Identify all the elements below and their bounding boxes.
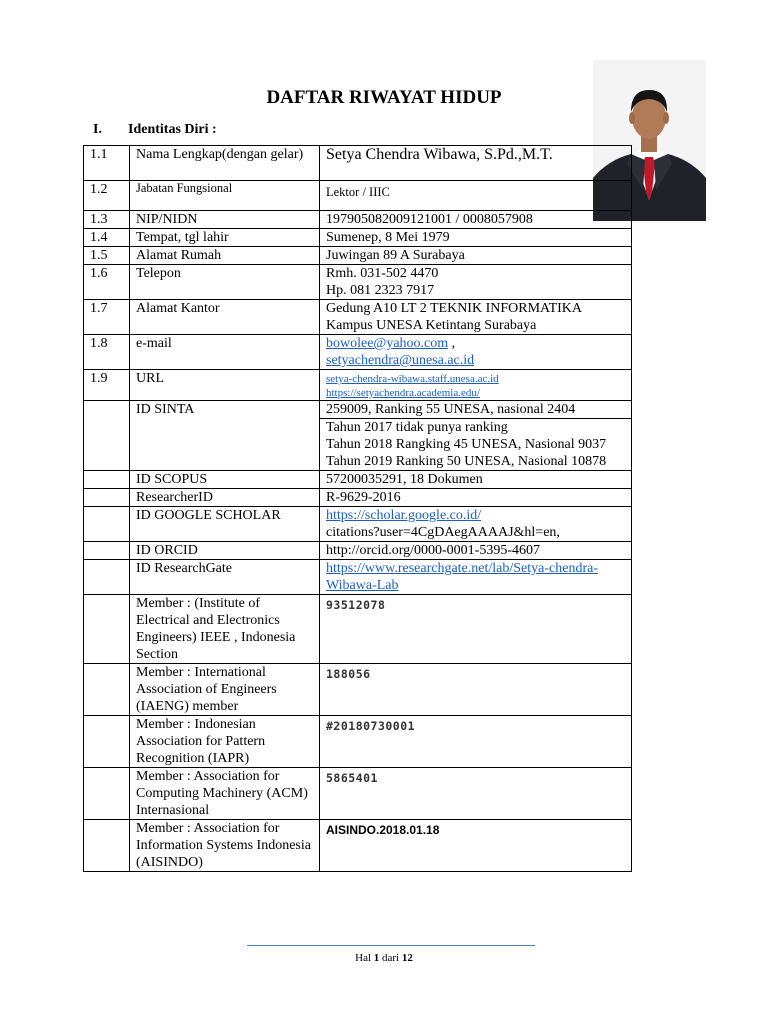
section-title: Identitas Diri : [128, 122, 217, 137]
table-row [84, 181, 632, 211]
row-number [84, 489, 130, 507]
row-number: 1.1 [84, 146, 130, 181]
row-label: ID GOOGLE SCHOLAR [130, 507, 320, 542]
office-line-1: Gedung A10 LT 2 TEKNIK INFORMATIKA [326, 301, 583, 316]
row-label: e-mail [130, 335, 320, 370]
office-line-2: Kampus UNESA Ketintang Surabaya [326, 318, 537, 333]
table-row [84, 489, 632, 507]
row-value: R-9629-2016 [320, 489, 632, 507]
row-label: Member : International Association of Engineers (IAENG) member [130, 664, 320, 716]
table-row [84, 265, 632, 300]
url-link-academia[interactable]: https://setyachendra.academia.edu/ [326, 387, 480, 399]
phone-mobile: Hp. 081 2323 7917 [326, 283, 435, 298]
row-label: Member : Association for Computing Machinery (ACM) Internasional [130, 768, 320, 820]
row-value [320, 300, 632, 335]
email-separator: , [448, 336, 456, 351]
row-label: Tempat, tgl lahir [130, 229, 320, 247]
row-number [84, 560, 130, 595]
sinta-history-2018: Tahun 2018 Rangking 45 UNESA, Nasional 9037 [326, 437, 607, 452]
table-row [84, 716, 632, 768]
row-number [84, 664, 130, 716]
table-row [84, 664, 632, 716]
current-page: 1 [373, 952, 380, 964]
scholar-link[interactable]: https://scholar.google.co.id/ [326, 508, 482, 523]
row-label: NIP/NIDN [130, 211, 320, 229]
full-name-value: Setya Chendra Wibawa, S.Pd.,M.T. [320, 146, 632, 181]
row-number: 1.9 [84, 370, 130, 401]
row-label: ID SCOPUS [130, 471, 320, 489]
footer-middle: dari [379, 952, 402, 964]
row-number [84, 471, 130, 489]
row-label: Alamat Rumah [130, 247, 320, 265]
row-number: 1.7 [84, 300, 130, 335]
table-row [84, 401, 632, 419]
section-number: I. [93, 122, 102, 137]
email-link-yahoo[interactable]: bowolee@yahoo.com [326, 336, 449, 351]
row-value: Lektor / IIIC [320, 181, 632, 211]
identity-table [83, 145, 632, 872]
scholar-citations: citations?user=4CgDAegAAAAJ&hl=en, [326, 525, 560, 540]
footer-divider [247, 945, 535, 946]
row-number: 1.4 [84, 229, 130, 247]
row-label: ID ResearchGate [130, 560, 320, 595]
row-number: 1.2 [84, 181, 130, 211]
row-label: ID ORCID [130, 542, 320, 560]
row-number [84, 716, 130, 768]
row-number: 1.5 [84, 247, 130, 265]
sinta-history-2019: Tahun 2019 Ranking 50 UNESA, Nasional 10878 [326, 454, 607, 469]
table-row [84, 595, 632, 664]
row-value: 197905082009121001 / 0008057908 [320, 211, 632, 229]
row-label: Jabatan Fungsional [130, 181, 320, 211]
row-label: Telepon [130, 265, 320, 300]
row-number [84, 595, 130, 664]
row-number [84, 542, 130, 560]
row-value: Sumenep, 8 Mei 1979 [320, 229, 632, 247]
table-row [84, 146, 632, 181]
table-row [84, 300, 632, 335]
row-value: 259009, Ranking 55 UNESA, nasional 2404 [320, 401, 632, 419]
table-row [84, 542, 632, 560]
table-row [84, 560, 632, 595]
row-label: Member : (Institute of Electrical and Electronics Engineers) IEEE , Indonesia Section [130, 595, 320, 664]
row-value [320, 507, 632, 542]
table-row [84, 768, 632, 820]
row-label: Alamat Kantor [130, 300, 320, 335]
total-pages: 12 [401, 952, 413, 964]
section-heading [93, 122, 217, 138]
row-value: 93512078 [320, 595, 632, 664]
page-footer [0, 952, 768, 964]
row-number: 1.3 [84, 211, 130, 229]
row-value: AISINDO.2018.01.18 [320, 820, 632, 872]
row-number [84, 507, 130, 542]
row-value [320, 560, 632, 595]
table-row [84, 370, 632, 401]
table-row [84, 471, 632, 489]
row-value [320, 265, 632, 300]
url-link-staff[interactable]: setya-chendra-wibawa.staff.unesa.ac.id [326, 373, 499, 385]
table-row [84, 247, 632, 265]
document-title: DAFTAR RIWAYAT HIDUP [266, 87, 502, 108]
row-value: Juwingan 89 A Surabaya [320, 247, 632, 265]
row-number [84, 768, 130, 820]
row-value: #20180730001 [320, 716, 632, 768]
phone-home: Rmh. 031-502 4470 [326, 266, 439, 281]
row-value: 5865401 [320, 768, 632, 820]
table-row [84, 229, 632, 247]
row-label: Member : Association for Information Systems Indonesia (AISINDO) [130, 820, 320, 872]
row-value [320, 335, 632, 370]
row-label: ResearcherID [130, 489, 320, 507]
table-row [84, 211, 632, 229]
sinta-history [320, 419, 632, 471]
row-number [84, 401, 130, 471]
row-value [320, 370, 632, 401]
row-number: 1.8 [84, 335, 130, 370]
row-label: ID SINTA [130, 401, 320, 471]
row-value: http://orcid.org/0000-0001-5395-4607 [320, 542, 632, 560]
row-label: Member : Indonesian Association for Pattern Recognition (IAPR) [130, 716, 320, 768]
sinta-history-2017: Tahun 2017 tidak punya ranking [326, 420, 508, 435]
row-label: Nama Lengkap(dengan gelar) [130, 146, 320, 181]
table-row [84, 820, 632, 872]
researchgate-link[interactable]: https://www.researchgate.net/lab/Setya-chendra-Wibawa-Lab [326, 561, 598, 593]
table-row [84, 335, 632, 370]
row-value: 57200035291, 18 Dokumen [320, 471, 632, 489]
footer-prefix: Hal [355, 952, 374, 964]
row-label: URL [130, 370, 320, 401]
row-number [84, 820, 130, 872]
table-row [84, 507, 632, 542]
row-number: 1.6 [84, 265, 130, 300]
row-value: 188056 [320, 664, 632, 716]
email-link-unesa[interactable]: setyachendra@unesa.ac.id [326, 353, 475, 368]
